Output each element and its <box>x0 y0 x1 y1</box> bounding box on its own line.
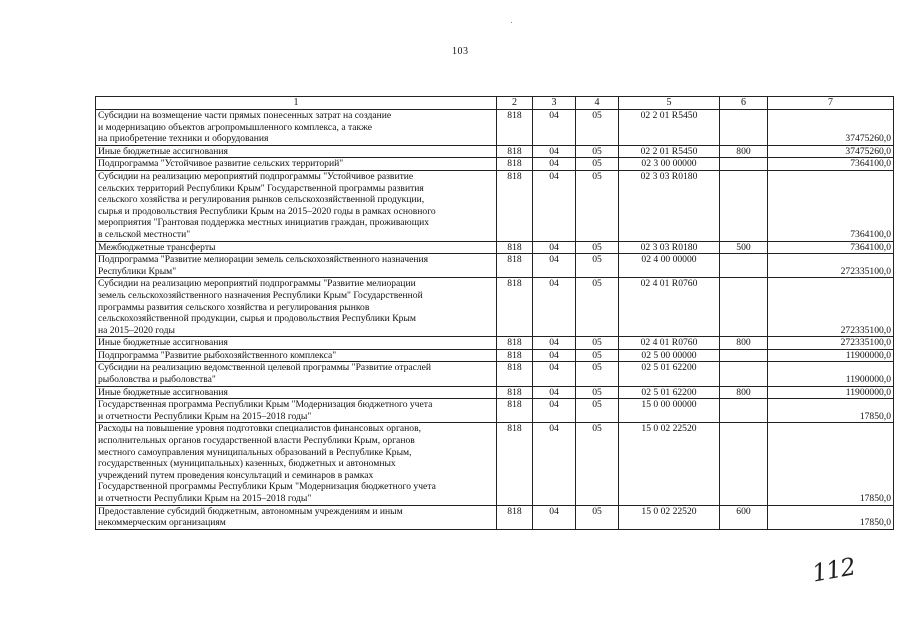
row-amount-cell: 11900000,0 <box>768 349 894 362</box>
table-row <box>96 362 894 386</box>
row-name-cell: Субсидии на реализацию мероприятий подпрограммы "Развитие мелиорации земель сельскохозяйственного назначения Республики Крым" Государственной программы развития сельского хозяйства и регулирования рынков сельскохозяйственной продукции, сырья и продовольствия Республики Крым на 2015–2020 годы <box>96 278 497 337</box>
table-row <box>96 337 894 350</box>
header-col-2: 2 <box>497 97 533 110</box>
table-row <box>96 170 894 241</box>
row-section-cell: 04 <box>533 337 576 350</box>
row-admin-code-cell: 818 <box>497 362 533 386</box>
row-amount-cell: 7364100,0 <box>768 170 894 241</box>
row-admin-code-cell: 818 <box>497 337 533 350</box>
row-amount-cell: 37475260,0 <box>768 145 894 158</box>
row-name-cell: Иные бюджетные ассигнования <box>96 337 497 350</box>
row-section-cell: 04 <box>533 386 576 399</box>
table-row <box>96 145 894 158</box>
row-amount-cell: 11900000,0 <box>768 362 894 386</box>
row-subsection-cell: 05 <box>576 158 619 171</box>
row-amount-cell: 272335100,0 <box>768 278 894 337</box>
row-name-cell: Предоставление субсидий бюджетным, автономным учреждениям и иным некоммерческим организациям <box>96 505 497 529</box>
row-admin-code-cell: 818 <box>497 158 533 171</box>
row-amount-cell: 7364100,0 <box>768 241 894 254</box>
row-expense-type-cell <box>720 362 768 386</box>
row-expense-type-cell <box>720 110 768 146</box>
row-section-cell: 04 <box>533 110 576 146</box>
page-number: 103 <box>452 46 469 57</box>
header-col-7: 7 <box>768 97 894 110</box>
handwritten-page-mark: 112 <box>809 552 857 588</box>
row-admin-code-cell: 818 <box>497 399 533 423</box>
row-amount-cell: 37475260,0 <box>768 110 894 146</box>
row-amount-cell: 272335100,0 <box>768 254 894 278</box>
row-amount-cell: 17850,0 <box>768 505 894 529</box>
row-expense-type-cell <box>720 423 768 505</box>
row-target-article-cell: 02 3 00 00000 <box>619 158 720 171</box>
row-target-article-cell: 02 5 00 00000 <box>619 349 720 362</box>
row-name-cell: Субсидии на возмещение части прямых понесенных затрат на создание и модернизацию объектов агропромышленного комплекса, а также на приобретение техники и оборудования <box>96 110 497 146</box>
row-admin-code-cell: 818 <box>497 505 533 529</box>
row-section-cell: 04 <box>533 254 576 278</box>
table-row <box>96 278 894 337</box>
row-expense-type-cell <box>720 170 768 241</box>
row-name-cell: Субсидии на реализацию ведомственной целевой программы "Развитие отраслей рыболовства и рыболовства" <box>96 362 497 386</box>
row-name-cell: Подпрограмма "Развитие рыбохозяйственного комплекса" <box>96 349 497 362</box>
table-header-row <box>96 97 894 110</box>
row-subsection-cell: 05 <box>576 362 619 386</box>
row-expense-type-cell: 800 <box>720 145 768 158</box>
row-section-cell: 04 <box>533 241 576 254</box>
row-subsection-cell: 05 <box>576 349 619 362</box>
row-section-cell: 04 <box>533 145 576 158</box>
row-section-cell: 04 <box>533 158 576 171</box>
table-row <box>96 254 894 278</box>
table-row <box>96 110 894 146</box>
row-subsection-cell: 05 <box>576 110 619 146</box>
row-section-cell: 04 <box>533 278 576 337</box>
row-section-cell: 04 <box>533 423 576 505</box>
table-row <box>96 158 894 171</box>
row-subsection-cell: 05 <box>576 386 619 399</box>
header-col-5: 5 <box>619 97 720 110</box>
table-row <box>96 505 894 529</box>
row-section-cell: 04 <box>533 349 576 362</box>
row-subsection-cell: 05 <box>576 399 619 423</box>
row-name-cell: Иные бюджетные ассигнования <box>96 386 497 399</box>
row-section-cell: 04 <box>533 170 576 241</box>
header-col-3: 3 <box>533 97 576 110</box>
row-target-article-cell: 02 4 01 R0760 <box>619 337 720 350</box>
row-expense-type-cell <box>720 254 768 278</box>
budget-table <box>95 96 894 530</box>
row-admin-code-cell: 818 <box>497 145 533 158</box>
row-amount-cell: 272335100,0 <box>768 337 894 350</box>
row-amount-cell: 7364100,0 <box>768 158 894 171</box>
row-admin-code-cell: 818 <box>497 386 533 399</box>
row-name-cell: Субсидии на реализацию мероприятий подпрограммы "Устойчивое развитие сельских территорий Республики Крым" Государственной программы развития сельского хозяйства и регулирования рынков сельскохозяйственной продукции, сырья и продовольствия Республики Крым на 2015–2020 годы в рамках основного мероприятия "Грантовая поддержка местных инициатив граждан, проживающих в сельской местности" <box>96 170 497 241</box>
row-expense-type-cell: 500 <box>720 241 768 254</box>
row-target-article-cell: 02 4 01 R0760 <box>619 278 720 337</box>
header-col-4: 4 <box>576 97 619 110</box>
row-subsection-cell: 05 <box>576 241 619 254</box>
row-subsection-cell: 05 <box>576 505 619 529</box>
table-row <box>96 423 894 505</box>
row-target-article-cell: 02 3 03 R0180 <box>619 170 720 241</box>
row-name-cell: Государственная программа Республики Крым "Модернизация бюджетного учета и отчетности Республики Крым на 2015–2018 годы" <box>96 399 497 423</box>
row-subsection-cell: 05 <box>576 145 619 158</box>
row-admin-code-cell: 818 <box>497 423 533 505</box>
row-target-article-cell: 02 2 01 R5450 <box>619 110 720 146</box>
row-amount-cell: 11900000,0 <box>768 386 894 399</box>
row-target-article-cell: 02 3 03 R0180 <box>619 241 720 254</box>
row-section-cell: 04 <box>533 505 576 529</box>
row-amount-cell: 17850,0 <box>768 399 894 423</box>
row-target-article-cell: 15 0 02 22520 <box>619 505 720 529</box>
row-target-article-cell: 02 5 01 62200 <box>619 362 720 386</box>
row-target-article-cell: 02 2 01 R5450 <box>619 145 720 158</box>
scan-speck <box>511 22 512 23</box>
row-expense-type-cell <box>720 278 768 337</box>
row-subsection-cell: 05 <box>576 254 619 278</box>
header-col-1: 1 <box>96 97 497 110</box>
row-target-article-cell: 02 4 00 00000 <box>619 254 720 278</box>
row-expense-type-cell <box>720 158 768 171</box>
row-expense-type-cell: 800 <box>720 386 768 399</box>
row-section-cell: 04 <box>533 362 576 386</box>
row-target-article-cell: 15 0 02 22520 <box>619 423 720 505</box>
row-subsection-cell: 05 <box>576 170 619 241</box>
row-name-cell: Подпрограмма "Устойчивое развитие сельских территорий" <box>96 158 497 171</box>
row-subsection-cell: 05 <box>576 278 619 337</box>
row-subsection-cell: 05 <box>576 423 619 505</box>
row-expense-type-cell: 800 <box>720 337 768 350</box>
row-expense-type-cell <box>720 349 768 362</box>
table-row <box>96 241 894 254</box>
row-admin-code-cell: 818 <box>497 349 533 362</box>
row-name-cell: Расходы на повышение уровня подготовки специалистов финансовых органов, исполнительных органов государственной власти Республики Крым, органов местного самоуправления муниципальных образований в Республике Крым, государственных (муниципальных) казенных, бюджетных и автономных учреждений путем проведения консультаций и семинаров в рамках Государственной программы Республики Крым "Модернизация бюджетного учета и отчетности Республики Крым на 2015–2018 годы" <box>96 423 497 505</box>
row-section-cell: 04 <box>533 399 576 423</box>
row-name-cell: Межбюджетные трансферты <box>96 241 497 254</box>
table-row <box>96 386 894 399</box>
row-admin-code-cell: 818 <box>497 254 533 278</box>
row-amount-cell: 17850,0 <box>768 423 894 505</box>
table-row <box>96 349 894 362</box>
row-target-article-cell: 15 0 00 00000 <box>619 399 720 423</box>
header-col-6: 6 <box>720 97 768 110</box>
row-name-cell: Иные бюджетные ассигнования <box>96 145 497 158</box>
row-expense-type-cell <box>720 399 768 423</box>
row-subsection-cell: 05 <box>576 337 619 350</box>
row-expense-type-cell: 600 <box>720 505 768 529</box>
row-target-article-cell: 02 5 01 62200 <box>619 386 720 399</box>
row-admin-code-cell: 818 <box>497 170 533 241</box>
row-name-cell: Подпрограмма "Развитие мелиорации земель сельскохозяйственного назначения Республики Крым" <box>96 254 497 278</box>
row-admin-code-cell: 818 <box>497 241 533 254</box>
table-row <box>96 399 894 423</box>
row-admin-code-cell: 818 <box>497 110 533 146</box>
row-admin-code-cell: 818 <box>497 278 533 337</box>
